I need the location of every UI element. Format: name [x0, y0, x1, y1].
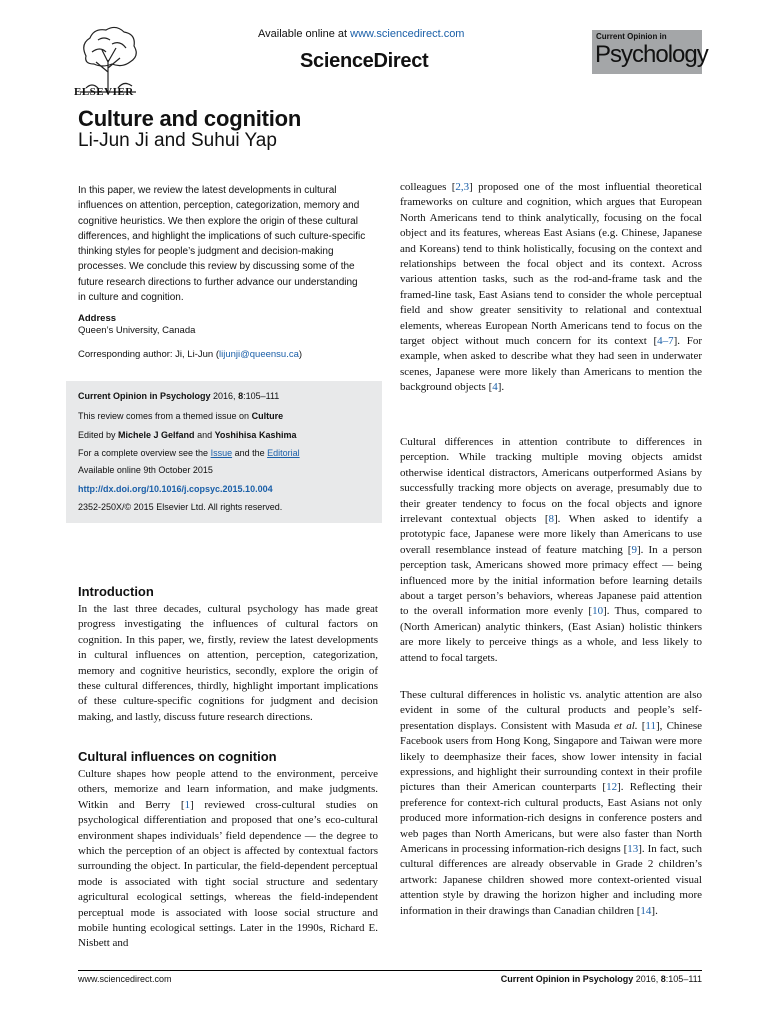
article-authors: Li-Jun Ji and Suhui Yap [78, 130, 277, 151]
right-p2-text-b: ]. When asked to identify a prototypic face, Japanese were more likely than Americans to use overall resemblance instead of feature matching [ [400, 513, 702, 556]
right-p1-text-c: ]. For example, when asked to describe what they had seen in underwater scenes, Japanese were more likely than Americans to mention the background objects [ [400, 335, 702, 394]
corresponding-prefix: Corresponding author: Ji, Li-Jun ( [78, 349, 219, 360]
footer-website: www.sciencedirect.com [78, 974, 172, 984]
right-p2-text-a: Cultural differences in attention contribute to differences in perception. While tracking multiple moving objects amidst otherwise identical distractors, Americans outperformed Asians by successfully tracking more objects on average, presumably due to their greater tendency to focus on the focal objects and ignore irrelevant contextual objects [ [400, 436, 702, 526]
reference-link[interactable]: 9 [631, 543, 637, 556]
corresponding-suffix: ) [298, 349, 303, 360]
footer-pages: :105–111 [665, 974, 702, 984]
right-paragraph-2 [400, 435, 702, 666]
info-copyright: 2352-250X/© 2015 Elsevier Ltd. All rights reserved. [78, 502, 283, 512]
reference-link[interactable]: 12 [606, 781, 618, 794]
issue-link[interactable]: Issue [210, 448, 233, 458]
info-editor-1: Michele J Gelfand [118, 430, 195, 440]
footer-volume: 8 [660, 974, 666, 984]
reference-link[interactable]: 10 [592, 605, 604, 618]
journal-badge-top: Current Opinion in [596, 32, 667, 41]
cultural-text-2: ] reviewed cross-cultural studies on psychological differentiation and proposed that one’s eco-cultural environment shapes individuals’ field dependence — the degree to which the perception of an object is affected by contextual factors surrounding the object. In particular, the field-dependent perceptual mode is associated with tight social structure and sedentary agricultural ecological settings, whereas the field-independent perceptual mode is associated with loose social structure and mobile hunting ecological settings. Later in the 1990s, Richard E. Nisbett and [78, 798, 378, 950]
corresponding-email-link[interactable]: lijunji@queensu.ca [219, 349, 299, 360]
reference-link[interactable]: 1 [184, 798, 191, 811]
reference-link[interactable]: 2,3 [455, 181, 470, 193]
address-label: Address [78, 313, 117, 324]
corresponding-author [78, 349, 302, 360]
section-heading-cultural-influences: Cultural influences on cognition [78, 749, 277, 764]
introduction-text: In the last three decades, cultural psychology has made great progress investigating the influences of cultural factors on cognition. In this paper, we, firstly, review the latest developments in cultural influences on attention, perception, categorization, memory and cognitive heuristics, secondly, explore the origin of these cultural differences, thirdly, highlight important implications of these culture-specific cognitions for judgment and decision making, and lastly, discuss future research directions. [78, 603, 378, 723]
info-citation [78, 391, 279, 401]
section-heading-introduction: Introduction [78, 584, 154, 599]
elsevier-tree-logo [72, 22, 144, 96]
right-paragraph-1 [400, 180, 702, 396]
article-title: Culture and cognition [78, 106, 302, 131]
info-editors [78, 430, 296, 440]
sciencedirect-brand: ScienceDirect [300, 50, 429, 72]
reference-link[interactable]: 4–7 [657, 335, 674, 348]
info-overview-prefix: For a complete overview see the [78, 448, 211, 458]
info-volume: 8 [238, 391, 244, 401]
right-p3-text-a: These cultural differences in holistic vs. analytic attention are also evident in some of the cultural products and people’s self-presentation displays. Consistent with Masuda [400, 689, 702, 732]
footer-citation [501, 974, 702, 984]
reference-link[interactable]: 4 [492, 381, 498, 394]
introduction-paragraph [78, 602, 378, 725]
right-p3-text-b: [ [637, 719, 646, 732]
cultural-influences-paragraph [78, 767, 378, 952]
info-and-the: and the [232, 448, 268, 458]
info-available: Available online 9th October 2015 [78, 465, 213, 475]
doi-link[interactable]: http://dx.doi.org/10.1016/j.copsyc.2015.10.004 [78, 484, 273, 494]
cultural-text-1: Culture shapes how people attend to the environment, perceive others, memorize and learn information, and make judgments. Witkin and Berry [ [78, 768, 378, 811]
publisher-name: ELSEVIER [74, 86, 134, 98]
info-theme-prefix: This review comes from a themed issue on [78, 411, 252, 421]
reference-link[interactable]: 11 [645, 719, 656, 732]
reference-link[interactable]: 8 [548, 513, 554, 526]
journal-badge-main: Psychology [595, 41, 708, 68]
right-p3-text-f: ]. [651, 904, 658, 917]
footer-journal: Current Opinion in Psychology [500, 974, 634, 984]
info-pages: :105–111 [243, 391, 280, 401]
reference-link[interactable]: 14 [640, 904, 652, 917]
info-theme-name: Culture [251, 411, 284, 421]
right-p2-text-c: ]. In a person perception task, Americans showed more primacy effect — being influenced more by the initial information before learning details about a target person’s behaviors, whereas Japanese paid attention to the overall information more evenly [ [400, 543, 702, 618]
sciencedirect-link[interactable]: www.sciencedirect.com [350, 28, 465, 40]
editorial-link[interactable]: Editorial [267, 448, 300, 458]
footer-year: 2016, [633, 974, 661, 984]
info-journal: Current Opinion in Psychology [78, 391, 211, 401]
footer-divider [78, 970, 702, 971]
right-p3-text-d: ]. Reflecting their preference for context-rich cultural products, East Asians not only produced more information-rich designs in conference posters and web pages than North Americans, but were also faster than North Americans in processing information-rich designs [ [400, 781, 702, 856]
info-and: and [194, 430, 215, 440]
info-editor-2: Yoshihisa Kashima [214, 430, 297, 440]
article-info-box [66, 381, 382, 523]
right-p3-text-c: ], Chinese Facebook users from Hong Kong, Singapore and Taiwan were more likely to deemphasize their faces, show lower intensity in facial expressions, and highlight their surrounding context in their profile pictures than their American counterparts [ [400, 719, 703, 794]
info-edited-prefix: Edited by [78, 430, 119, 440]
right-p2-text-d: ]. Thus, compared to (North American) analytic thinkers, (East Asian) holistic thinkers are more likely to perceive things as a whole, and less likely to attend to focal targets. [400, 605, 702, 664]
right-paragraph-3 [400, 688, 702, 919]
right-p1-text-b: ] proposed one of the most influential theoretical frameworks on culture and cognition, which argues that European North Americans tend to think analytically, focusing on the focal object and its features, whereas East Asians (e.g. Chinese, Japanese and Koreans) tend to think holistically, focusing on the context and relationships between the focal object and its context. Across various attention tasks, such as the rod-and-frame task and the framed-line task, East Asians tend to consider the whole perceptual field and show greater sensitivity to relational and contextual elements, whereas European North Americans tend to focus on the target object without much concern for its context [ [400, 181, 702, 348]
journal-badge [592, 30, 708, 74]
right-p3-text-e: ]. In fact, such cultural differences are already observable in Grade 2 children’s artwork: Japanese children showed more context-oriented visual attention style by drawing the horizon higher and including more information in their drawings than Canadian children [ [400, 843, 703, 917]
et-al: et al. [614, 719, 638, 732]
available-prefix: Available online at [258, 28, 348, 40]
info-year: 2016, [213, 391, 239, 401]
address-value: Queen’s University, Canada [78, 325, 196, 336]
reference-link[interactable]: 13 [627, 843, 639, 856]
available-online-line [258, 28, 464, 40]
abstract: In this paper, we review the latest developments in cultural influences on attention, perception, categorization, memory and cognitive heuristics. We then explore the origin of these cultural differences, and highlight the implications of such culture-specific thinking styles for people’s judgment and decision-making processes. We conclude this review by discussing some of the future research directions to further advance our understanding in culture and cognition. [78, 185, 366, 304]
right-p1-text-d: ]. [497, 381, 505, 394]
right-p1-text-a: colleagues [ [400, 181, 456, 193]
info-theme [78, 411, 283, 421]
info-overview [78, 448, 300, 458]
